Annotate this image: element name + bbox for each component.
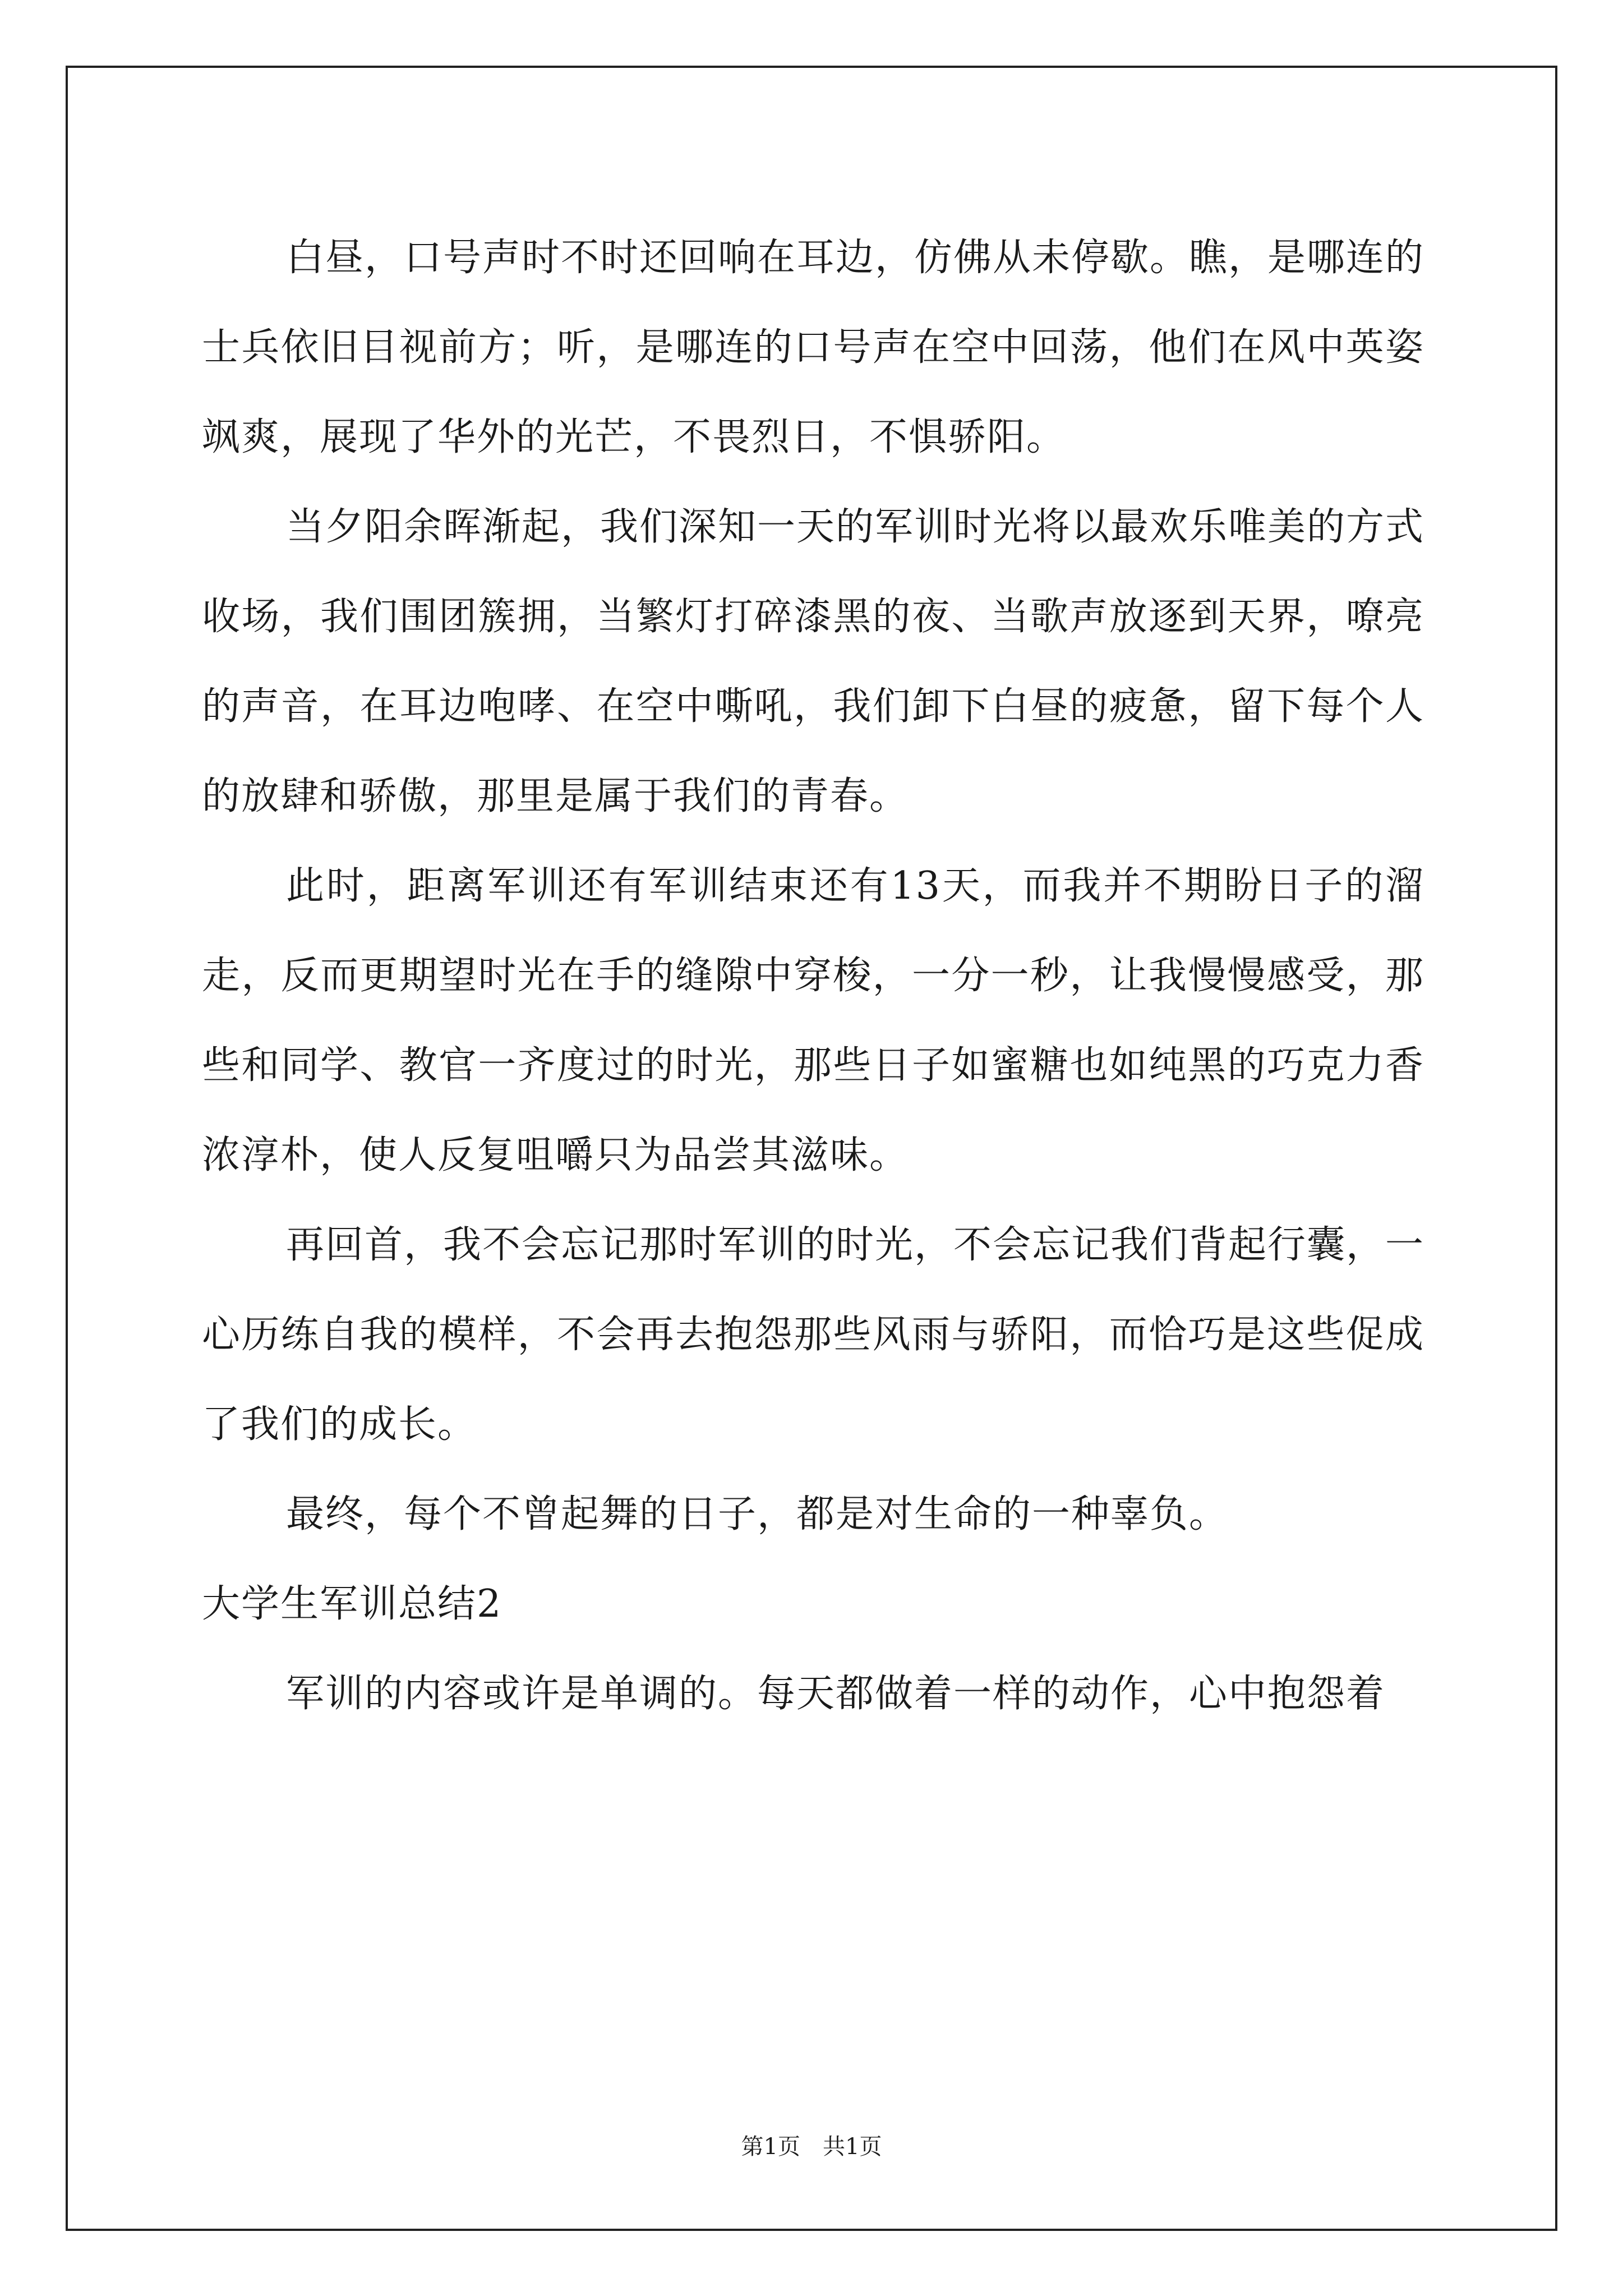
- paragraph-5: 最终，每个不曾起舞的日子，都是对生命的一种辜负。: [286, 1492, 1229, 1536]
- paragraph-6: 军训的内容或许是单调的。每天都做着一样的动作，心中抱怨着: [286, 1672, 1386, 1716]
- document-body: [202, 213, 1424, 1739]
- paragraph-3: 此时，距离军训还有军训结束还有13天，而我并不期盼日子的溜走，反而更期望时光在手的缝隙中穿梭，一分一秒，让我慢慢感受，那些和同学、教官一齐度过的时光，那些日子如蜜糖也如纯黑的巧克力香浓淳朴，使人反复咀嚼只为品尝其滋味。: [202, 864, 1424, 1177]
- page-number: 第1页 共1页: [741, 2134, 882, 2160]
- paragraph-2: 当夕阳余晖渐起，我们深知一天的军训时光将以最欢乐唯美的方式收场，我们围团簇拥，当繁灯打碎漆黑的夜、当歌声放逐到天界，嘹亮的声音，在耳边咆哮、在空中嘶吼，我们卸下白昼的疲惫，留下每个人的放肆和骄傲，那里是属于我们的青春。: [202, 505, 1425, 818]
- paragraph-1: 白昼，口号声时不时还回响在耳边，仿佛从未停歇。瞧，是哪连的士兵依旧目视前方；听，是哪连的口号声在空中回荡，他们在风中英姿飒爽，展现了华外的光芒，不畏烈日，不惧骄阳。: [202, 236, 1425, 459]
- section-heading: 大学生军训总结2: [202, 1582, 502, 1626]
- paragraph-4: 再回首，我不会忘记那时军训的时光，不会忘记我们背起行囊，一心历练自我的模样，不会再去抱怨那些风雨与骄阳，而恰巧是这些促成了我们的成长。: [202, 1223, 1425, 1447]
